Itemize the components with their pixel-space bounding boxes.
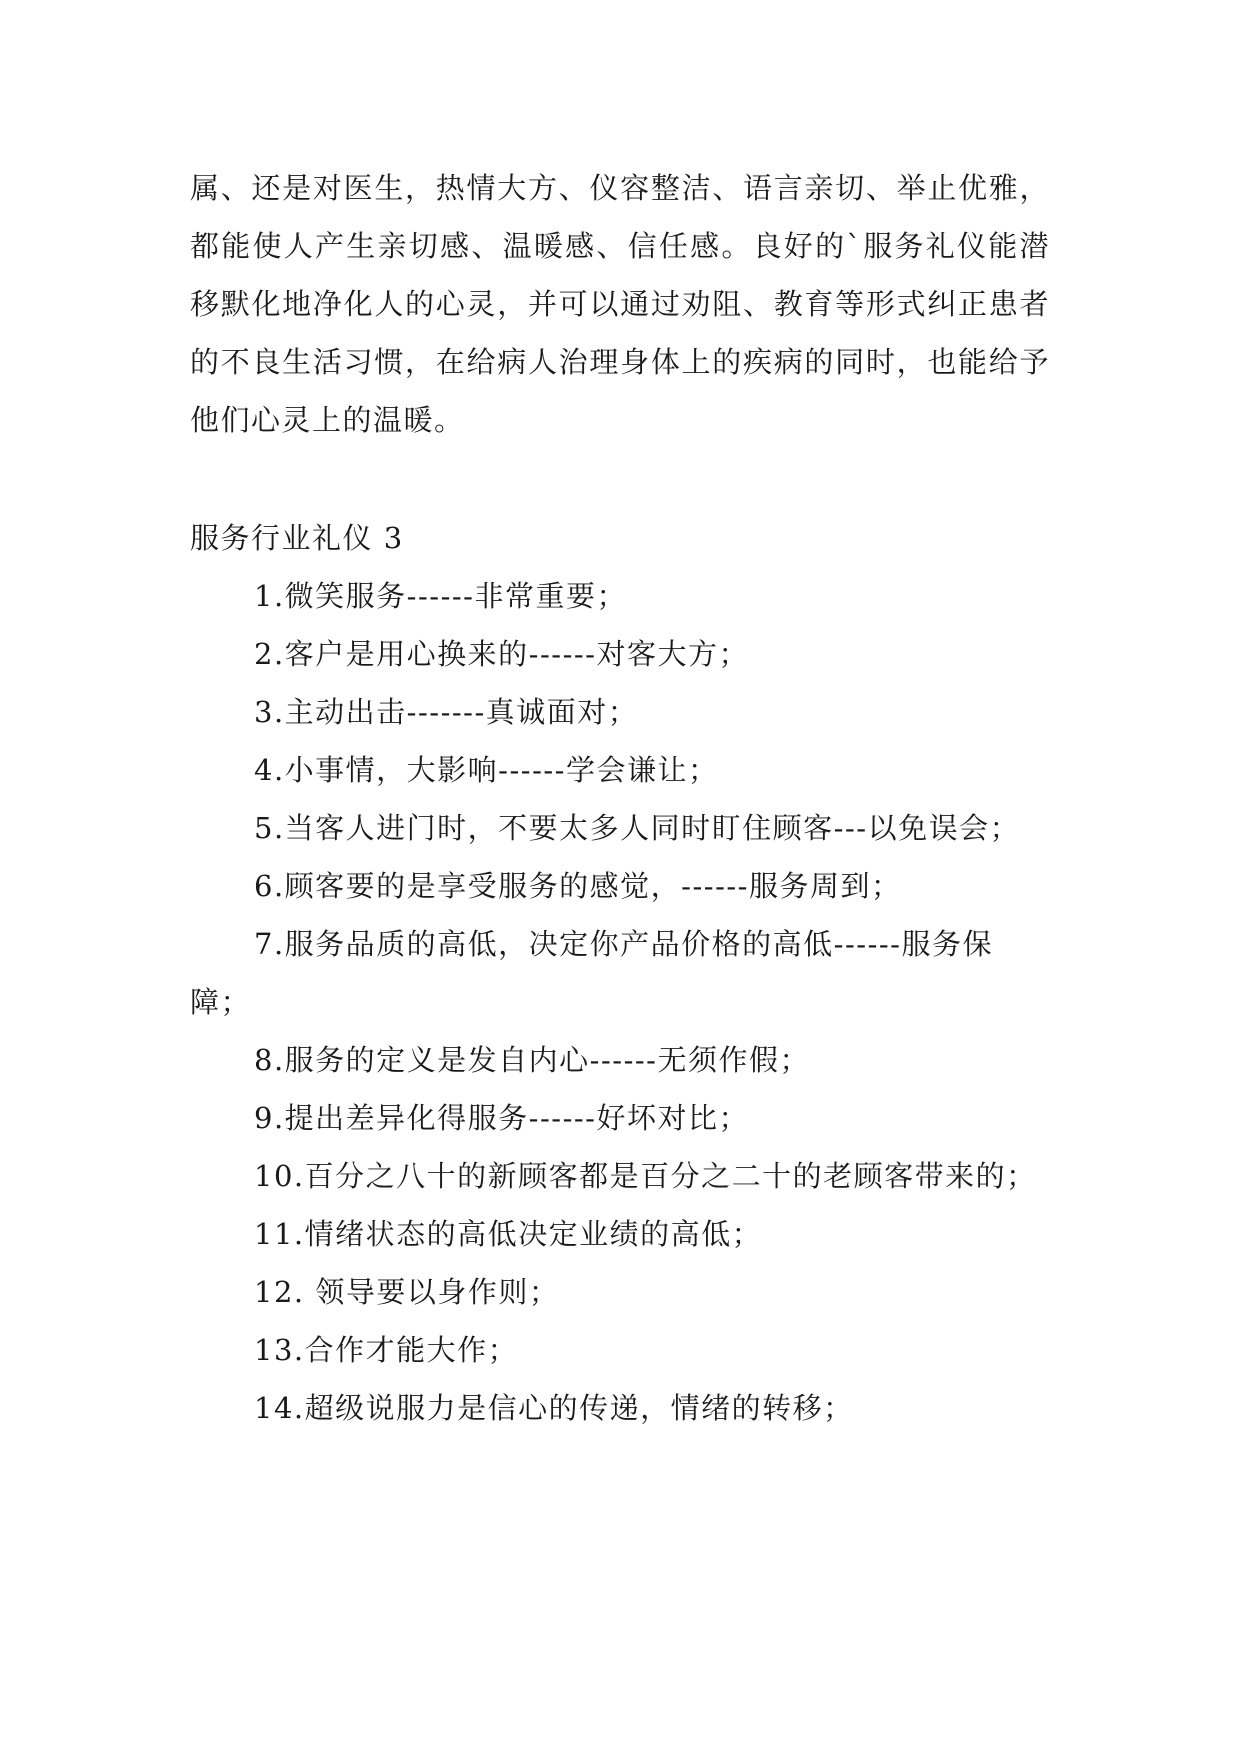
intro-section — [190, 159, 1050, 449]
list-item: 7.服务品质的高低，决定你产品价格的高低------服务保障； — [190, 927, 993, 1019]
list-item: 5.当客人进门时，不要太多人同时盯住顾客---以免误会； — [254, 811, 1021, 845]
list-item: 13.合作才能大作； — [254, 1333, 519, 1367]
list-item: 11.情绪状态的高低决定业绩的高低； — [254, 1217, 763, 1251]
etiquette-list — [190, 567, 1050, 1437]
list-item: 14.超级说服力是信心的传递，情绪的转移； — [254, 1391, 854, 1425]
list-item: 9.提出差异化得服务------好坏对比； — [254, 1101, 749, 1135]
list-item: 1.微笑服务------非常重要； — [254, 579, 627, 613]
list-item: 12. 领导要以身作则； — [254, 1275, 560, 1309]
section-title: 服务行业礼仪 3 — [190, 521, 404, 555]
list-item: 3.主动出击-------真诚面对； — [254, 695, 639, 729]
intro-paragraph: 属、还是对医生，热情大方、仪容整洁、语言亲切、举止优雅，都能使人产生亲切感、温暖感、信任感。良好的`服务礼仪能潜移默化地净化人的心灵，并可以通过劝阻、教育等形式纠正患者的不良生活习惯，在给病人治理身体上的疾病的同时，也能给予他们心灵上的温暖。 — [190, 171, 1050, 437]
list-item: 2.客户是用心换来的------对客大方； — [254, 637, 749, 671]
list-item: 6.顾客要的是享受服务的感觉，------服务周到； — [254, 869, 902, 903]
list-item: 8.服务的定义是发自内心------无须作假； — [254, 1043, 810, 1077]
list-item: 10.百分之八十的新顾客都是百分之二十的老顾客带来的； — [254, 1159, 1037, 1193]
list-item: 4.小事情，大影响------学会谦让； — [254, 753, 719, 787]
